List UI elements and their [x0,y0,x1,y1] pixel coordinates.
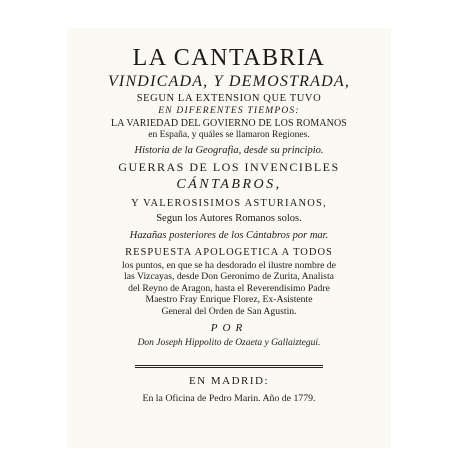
title-line-7: Historia de la Geografia, desde su principio. [134,145,324,156]
title-line-3: SEGUN LA EXTENSION QUE TUVO [136,93,322,104]
divider-rule [135,367,323,368]
title-line-5: LA VARIEDAD DEL GOVIERNO DE LOS ROMANOS [111,118,347,129]
title-line-8: GUERRAS DE LOS INVENCIBLES [118,160,340,174]
title-page [67,28,391,448]
paragraph-line: del Reyno de Aragon, hasta el Reverendisimo Padre [128,282,330,294]
description-paragraph [77,260,381,317]
paragraph-line: General del Orden de San Agustin. [161,305,297,317]
title-line-13: RESPUESTA APOLOGETICA A TODOS [125,247,333,258]
paragraph-line: Maestro Fray Enrique Florez, Ex-Asistente [145,294,313,306]
imprint-line: En la Oficina de Pedro Marin. Año de 1779. [142,393,316,404]
title-line-9: CÁNTABROS, [176,177,282,192]
main-title: LA CANTABRIA [132,45,326,71]
title-line-12: Hazañas posteriores de los Cántabros por mar. [129,230,329,241]
por-label: POR [210,322,248,334]
title-line-11: Segun los Autores Romanos solos. [156,213,302,224]
subtitle: VINDICADA, Y DEMOSTRADA, [107,73,351,90]
divider-rule [135,365,323,366]
author-line: Don Joseph Hippolito de Ozaeta y Gallaiztegui. [137,338,321,348]
title-line-6: en España, y quáles se llamaron Regiones. [148,130,310,140]
paragraph-line: las Vizcayas, desde Don Geronimo de Zurita, Analista [124,271,334,283]
title-line-10: Y VALEROSISIMOS ASTURIANOS, [131,198,327,209]
paragraph-line: los puntos, en que se ha desdorado el ilustre nombre de [122,260,336,271]
title-line-4: EN DIFERENTES TIEMPOS: [158,106,300,116]
place-line: EN MADRID: [188,375,270,387]
